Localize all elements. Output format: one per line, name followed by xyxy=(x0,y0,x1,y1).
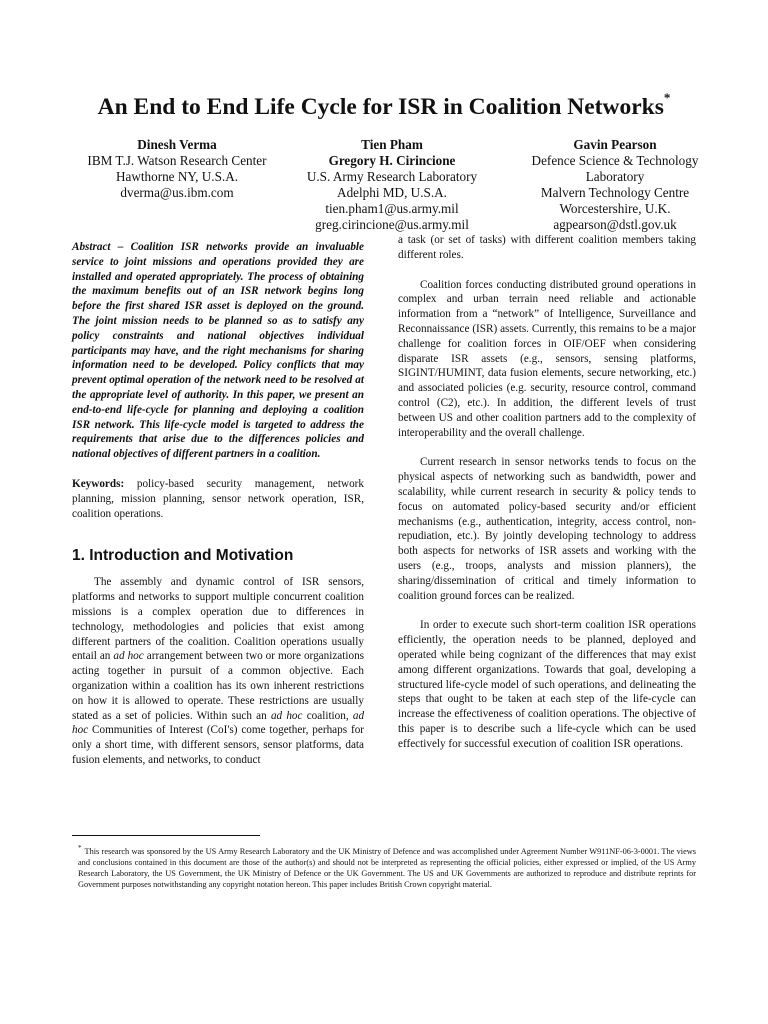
author-affiliation: Laboratory xyxy=(585,169,645,184)
keywords xyxy=(72,477,364,521)
author-email: agpearson@dstl.gov.uk xyxy=(553,217,677,232)
author-name: Gavin Pearson xyxy=(573,137,657,152)
intro-paragraph-3: Current research in sensor networks tends to focus on the physical aspects of networking such as bandwidth, power and scalability, while current research in security & policy tends to focus on automated policy-based security and/or efficient mechanisms (e.g., authentication, integrity, access control, non-repudiation, etc.). By jointly developing technology to address both aspects for networks of ISR assets and working with the users (e.g., troops, analysts and mission planners), the sharing/dissemination of critical and timely information to coalition ground forces can be realized. xyxy=(398,456,696,602)
keywords-label: Keywords: xyxy=(72,477,125,490)
author-affiliation: U.S. Army Research Laboratory xyxy=(306,169,478,184)
author-block-pearson xyxy=(512,137,718,233)
left-column xyxy=(72,240,364,768)
author-location: Adelphi MD, U.S.A. xyxy=(337,185,447,200)
intro-paragraph-4: In order to execute such short-term coalition ISR operations efficiently, the operation needs to be planned, deployed and operated while being cognizant of the differences that may exist among different organizations. Towards that goal, developing a structured life-cycle model of such operations, and delineating the steps that ought to be taken at each step of the life-cycle can increase the effectiveness of coalition operations. The objective of this paper is to describe such a life-cycle which can be used effectively for successful execution of coalition ISR operations. xyxy=(398,619,696,750)
footnote xyxy=(78,843,696,891)
right-column xyxy=(398,233,696,752)
title-footnote-mark: * xyxy=(663,90,671,105)
author-block-verma xyxy=(72,137,282,201)
paper-title xyxy=(40,86,728,122)
footnote-rule xyxy=(72,835,260,836)
abstract: Abstract – Coalition ISR networks provide an invaluable service to joint missions and operations provided they are installed and operated appropriately. The process of obtaining the maximum benefits out of an ISR network begins long before the first shared ISR asset is deployed on the ground. The joint mission needs to be planned so as to satisfy any policy constraints and national objectives individual participants may have, and the right mechanisms for sharing information need to be developed. Policy conflicts that may prevent optimal operation of the network need to be resolved at the appropriate level of authority. In this paper, we present an end-to-end life-cycle for planning and deploying a coalition ISR network. This life-cycle model is targeted to address the requirements that arise due to the differences policies and national objectives of different partners in a coalition. xyxy=(72,241,364,461)
intro-paragraph-1: The assembly and dynamic control of ISR sensors, platforms and networks to support multiple concurrent coalition missions is a complex operation due to differences in technology, methodologies and policies that exist among different partners of the coalition. Coalition operations usually entail an ad hoc arrangement between two or more organizations acting together in pursuit of a common objective. Each organization within a coalition has its own inherent restrictions on how it is allowed to operate. These restrictions are usually stated as a set of policies. Within such an ad hoc coalition, ad hoc Communities of Interest (CoI's) come together, perhaps for only a short time, with different sensors, sensor platforms, data fusion elements, and networks, to conduct xyxy=(72,576,365,766)
paper-title-text: An End to End Life Cycle for ISR in Coalition Networks xyxy=(97,93,664,120)
footnote-text: This research was sponsored by the US Army Research Laboratory and the UK Ministry of Defence and was accomplished under Agreement Number W911NF-06-3-0001. The views and conclusions contained in this document are those of the author(s) and should not be interpreted as representing the official policies, either expressed or implied, of the US Army Research Laboratory, the US Government, the UK Ministry of Defence or the UK Government. The US and UK Governments are authorized to reproduce and distribute reprints for Government purposes notwithstanding any copyright notation hereon. This paper includes British Crown copyright material. xyxy=(78,846,696,890)
keywords-text: policy-based security management, network planning, mission planning, sensor network operation, ISR, coalition operations. xyxy=(72,477,364,520)
author-email: dverma@us.ibm.com xyxy=(120,185,234,200)
author-location: Worcestershire, U.K. xyxy=(559,201,671,216)
author-block-pham-cirincione xyxy=(296,137,488,233)
author-name: Tien Pham xyxy=(361,137,423,152)
author-location: Malvern Technology Centre xyxy=(540,185,690,200)
intro-paragraph-1-continued: a task (or set of tasks) with different coalition members taking different roles. xyxy=(398,234,696,261)
author-name: Dinesh Verma xyxy=(137,137,217,152)
author-affiliation: IBM T.J. Watson Research Center xyxy=(87,153,267,168)
author-location: Hawthorne NY, U.S.A. xyxy=(115,169,239,184)
author-email: tien.pham1@us.army.mil xyxy=(325,201,459,216)
section-heading-introduction: 1. Introduction and Motivation xyxy=(72,547,294,565)
author-affiliation: Defence Science & Technology xyxy=(531,153,699,168)
footnote-mark: * xyxy=(78,844,82,852)
intro-paragraph-2: Coalition forces conducting distributed ground operations in complex and urban terrain need reliable and actionable information from a “network” of Intelligence, Surveillance and Reconnaissance (ISR) assets. Currently, this remains to be a major challenge for coalition forces in OIF/OEF when considering disparate ISR assets (e.g., sensors, sensing platforms, SIGINT/HUMINT, data fusion elements, secure networking, etc.) and associated policies (e.g. security, resource control, command control (C2), etc.). In addition, the different levels of trust between US and other coalition partners add to the complexity of interoperability and the overall challenge. xyxy=(398,278,696,439)
author-email: greg.cirincione@us.army.mil xyxy=(315,217,469,232)
author-name: Gregory H. Cirincione xyxy=(328,153,456,168)
